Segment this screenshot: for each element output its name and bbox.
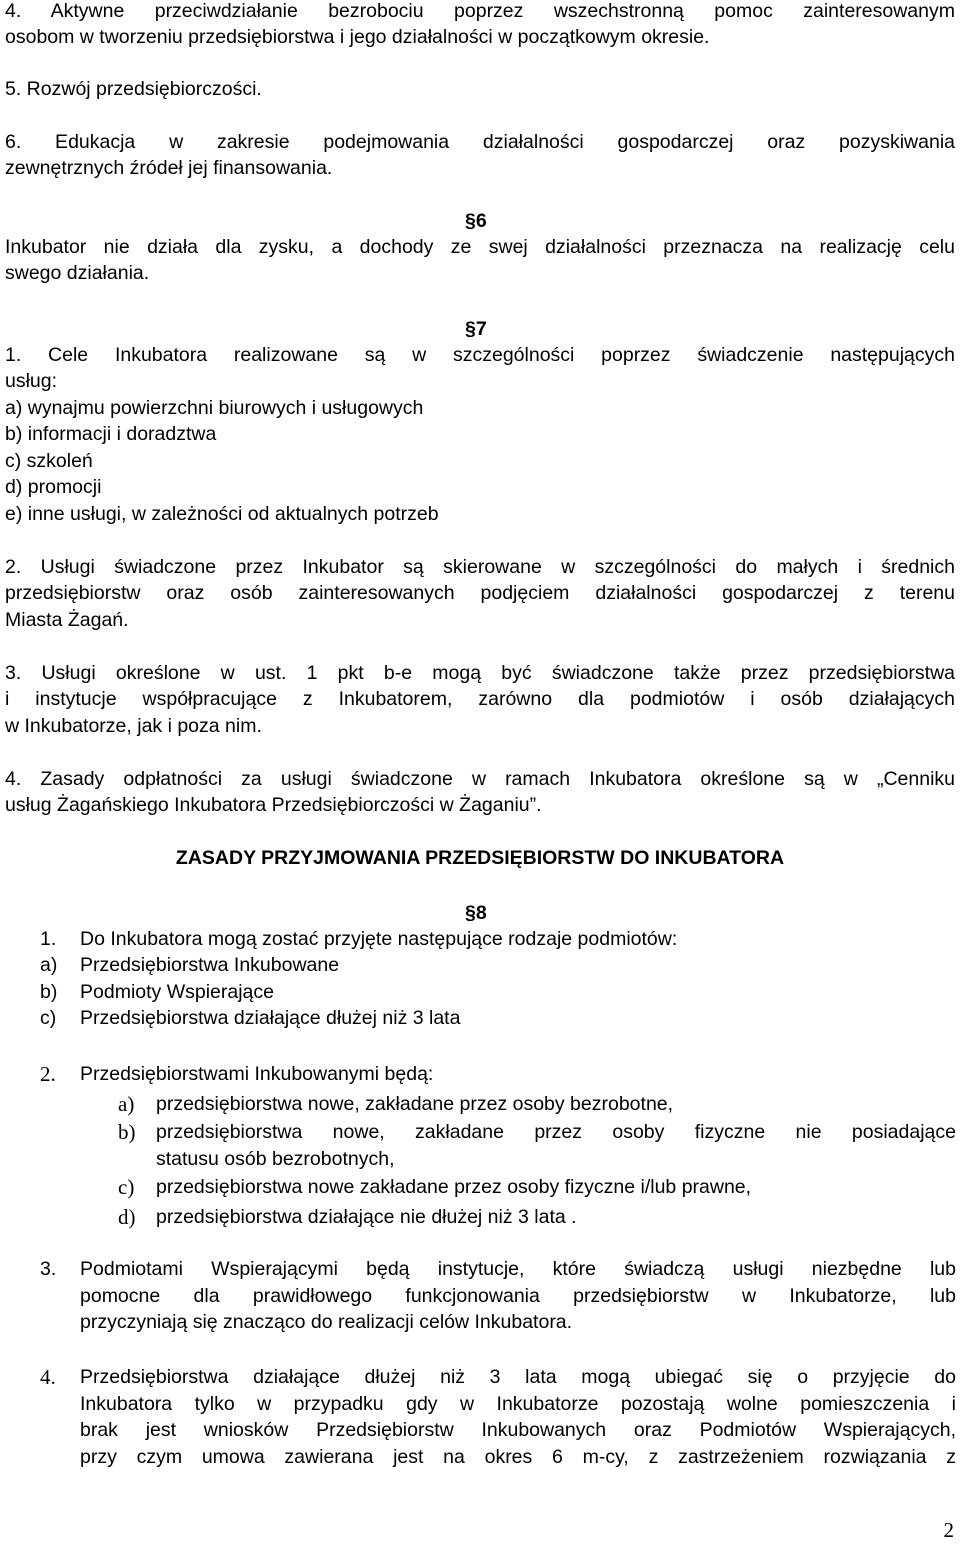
section-heading: ZASADY PRZYJMOWANIA PRZEDSIĘBIORSTW DO INKUBATORA (175, 847, 785, 869)
incubated-item: przedsiębiorstwa działające nie dłużej niż 3 lata . (156, 1206, 577, 1228)
list-label: a) (40, 954, 58, 976)
section-7-p3-line-1: 3. Usługi określone w ust. 1 pkt b-e mogą być świadczone także przez przedsiębiorstwa (5, 662, 955, 684)
section-8-p2-text: Przedsiębiorstwami Inkubowanymi będą: (80, 1063, 434, 1085)
incubated-item: przedsiębiorstwa nowe zakładane przez osoby fizyczne i/lub prawne, (156, 1176, 752, 1198)
page-number: 2 (943, 1518, 954, 1542)
item-4-line-1: 4. Aktywne przeciwdziałanie bezrobociu poprzez wszechstronną pomoc zainteresowanym (5, 0, 955, 22)
list-label: d) (118, 1205, 136, 1229)
incubated-item-continuation: statusu osób bezrobotnych, (156, 1148, 395, 1170)
section-8-p4-line-3: brak jest wniosków Przedsiębiorstw Inkubowanych oraz Podmiotów Wspierających, (80, 1419, 956, 1441)
section-8-p4-line-4: przy czym umowa zawierana jest na okres 6 m-cy, z zastrzeżeniem rozwiązania z (80, 1446, 956, 1468)
paragraph-number: 2. (40, 1062, 56, 1086)
services-list-item: d) promocji (5, 476, 102, 498)
item-4-line-2: osobom w tworzeniu przedsiębiorstwa i jego działalności w początkowym okresie. (5, 26, 710, 48)
item-6-line-1: 6. Edukacja w zakresie podejmowania działalności gospodarczej oraz pozyskiwania (5, 131, 955, 153)
entity-type-item: Przedsiębiorstwa Inkubowane (80, 954, 340, 976)
services-list-item: c) szkoleń (5, 450, 93, 472)
item-6-line-2: zewnętrznych źródeł jej finansowania. (5, 157, 333, 179)
entity-type-item: Podmioty Wspierające (80, 981, 274, 1003)
section-6-text-line-1: Inkubator nie działa dla zysku, a dochody ze swej działalności przeznacza na realizację celu (5, 236, 955, 258)
section-8-p4-line-2: Inkubatora tylko w przypadku gdy w Inkubatorze pozostają wolne pomieszczenia i (80, 1393, 956, 1415)
services-list-item: e) inne usługi, w zależności od aktualnych potrzeb (5, 503, 439, 525)
section-8-p3-line-1: Podmiotami Wspierającymi będą instytucje, które świadczą usługi niezbędne lub (80, 1258, 956, 1280)
entity-type-item: Przedsiębiorstwa działające dłużej niż 3 lata (80, 1007, 461, 1029)
section-7-p2-line-1: 2. Usługi świadczone przez Inkubator są skierowane w szczególności do małych i średnich (5, 556, 955, 578)
services-list-item: b) informacji i doradztwa (5, 423, 217, 445)
section-7-p3-line-3: w Inkubatorze, jak i poza nim. (5, 715, 262, 737)
section-7-p3-line-2: i instytucje współpracujące z Inkubatorem, zarówno dla podmiotów i osób działających (5, 688, 955, 710)
list-label: a) (118, 1092, 135, 1116)
section-8-p4-line-1: Przedsiębiorstwa działające dłużej niż 3 lata mogą ubiegać się o przyjęcie do (80, 1366, 956, 1388)
section-8-p1-text: Do Inkubatora mogą zostać przyjęte następujące rodzaje podmiotów: (80, 928, 678, 950)
list-label: b) (40, 981, 58, 1003)
item-5: 5. Rozwój przedsiębiorczości. (5, 78, 262, 100)
services-list-item: a) wynajmu powierzchni biurowych i usługowych (5, 397, 424, 419)
section-7-p4-line-1: 4. Zasady odpłatności za usługi świadczone w ramach Inkubatora określone są w „Cenniku (5, 768, 955, 790)
list-label: b) (118, 1120, 136, 1144)
section-8-p3-line-2: pomocne dla prawidłowego funkcjonowania przedsiębiorstw w Inkubatorze, lub (80, 1285, 956, 1307)
incubated-item: przedsiębiorstwa nowe, zakładane przez osoby fizyczne nie posiadające (156, 1121, 956, 1143)
section-6-text-line-2: swego działania. (5, 262, 150, 284)
section-8-title: §8 (465, 902, 487, 924)
section-7-p2-line-3: Miasta Żagań. (5, 609, 129, 631)
paragraph-number: 4. (40, 1365, 56, 1389)
paragraph-number: 3. (40, 1258, 57, 1280)
section-7-p1-line-2: usług: (5, 370, 58, 392)
section-7-p4-line-2: usług Żagańskiego Inkubatora Przedsiębiorczości w Żaganiu”. (5, 794, 542, 816)
list-label: c) (40, 1007, 57, 1029)
section-7-title: §7 (465, 318, 487, 340)
paragraph-number: 1. (40, 928, 57, 950)
section-8-p3-line-3: przyczyniają się znacząco do realizacji celów Inkubatora. (80, 1311, 573, 1333)
section-6-title: §6 (465, 210, 487, 232)
section-7-p1-line-1: 1. Cele Inkubatora realizowane są w szczególności poprzez świadczenie następujących (5, 344, 955, 366)
list-label: c) (118, 1175, 135, 1199)
incubated-item: przedsiębiorstwa nowe, zakładane przez osoby bezrobotne, (156, 1093, 674, 1115)
section-7-p2-line-2: przedsiębiorstw oraz osób zainteresowanych podjęciem działalności gospodarczej z terenu (5, 582, 955, 604)
